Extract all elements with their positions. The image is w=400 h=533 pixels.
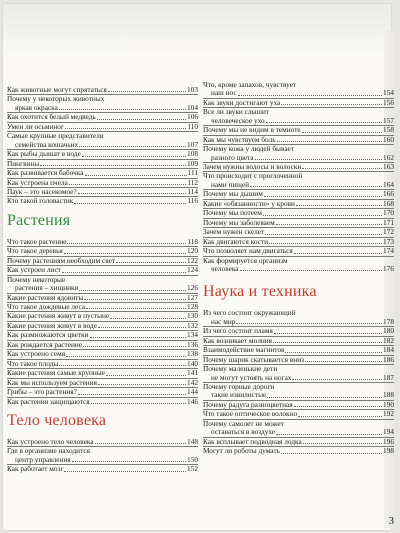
toc-entry (7, 349, 198, 358)
toc-entry-title: Почему мы потеем (203, 208, 262, 218)
toc-entry-title: Почему шарик скатывается вниз (203, 354, 304, 364)
dot-leader (66, 356, 186, 357)
dot-leader (240, 270, 383, 271)
toc-entry-title: оставаться в воздухе (211, 427, 276, 437)
dot-leader (255, 159, 382, 160)
toc-entry-page: 182 (383, 335, 394, 345)
toc-entry-title: Почему мы заболеваем (203, 217, 275, 227)
dot-leader (95, 443, 186, 444)
toc-entry (203, 336, 394, 345)
dot-leader (90, 337, 186, 338)
toc-entry (7, 368, 198, 377)
toc-entry-page: 110 (187, 121, 198, 131)
toc-entry (203, 125, 394, 134)
toc-entry-title: Как устроена пчела (7, 177, 68, 187)
dot-leader (64, 471, 186, 472)
toc-entry-page: 178 (383, 316, 394, 326)
dot-leader (110, 318, 186, 319)
toc-entry (7, 397, 198, 406)
toc-entry-title: Кто такой головастик (7, 196, 74, 206)
dot-leader (59, 365, 186, 366)
toc-entry-title: разного цвета (211, 152, 254, 162)
dot-leader (281, 453, 382, 454)
dot-leader (294, 253, 382, 254)
toc-entry-title: Как рыбы дышат в воде (7, 149, 81, 159)
toc-entry-page: 112 (187, 177, 198, 187)
dot-leader (72, 461, 186, 462)
toc-entry-page: 126 (187, 283, 198, 293)
toc-entry-page: 109 (187, 158, 198, 168)
toc-entry-page: 186 (383, 354, 394, 364)
toc-entry-page: 180 (383, 326, 394, 336)
toc-entry-page: 172 (383, 227, 394, 237)
toc-entry-title: Какие растения ядовиты (7, 292, 84, 302)
toc-entry (7, 359, 198, 368)
toc-entry-page: 171 (383, 217, 394, 227)
dot-leader (79, 146, 186, 147)
toc-right-column (203, 81, 394, 456)
toc-entry-page: 140 (187, 358, 198, 368)
toc-entry (203, 318, 394, 326)
toc-entry (203, 374, 394, 382)
toc-entry-title: не могут устоять на ногах (211, 372, 292, 382)
dot-leader (91, 403, 186, 404)
top-shadow (3, 4, 391, 56)
toc-entry-page: 154 (383, 88, 394, 98)
toc-entry (7, 122, 198, 131)
dot-leader (106, 375, 186, 376)
dot-leader (298, 416, 382, 417)
toc-entry-page: 111 (187, 168, 198, 178)
toc-entry (203, 199, 394, 208)
toc-entry-title: яркая окраска (15, 102, 58, 112)
dot-leader (266, 122, 382, 123)
toc-entry (7, 321, 198, 330)
toc-entry (7, 387, 198, 396)
dot-leader (78, 193, 187, 194)
toc-entry-page: 128 (187, 302, 198, 312)
dot-leader (273, 342, 382, 343)
toc-entry-title: Почему самолет не может (203, 418, 284, 428)
toc-entry (7, 265, 198, 274)
toc-entry-page: 163 (383, 162, 394, 172)
toc-entry-page: 144 (187, 387, 198, 397)
toc-entry (7, 311, 198, 320)
toc-entry-title: нами пищей (211, 179, 250, 189)
dot-leader (265, 234, 382, 235)
toc-entry (203, 326, 394, 335)
toc-entry-title: Что происходит с проглоченной (203, 171, 303, 181)
toc-entry (203, 227, 394, 236)
toc-entry-page: 176 (383, 263, 394, 273)
toc-entry (7, 464, 198, 473)
page-number: 3 (388, 515, 394, 527)
dot-leader (294, 406, 382, 407)
dot-leader (62, 272, 186, 273)
toc-entry-title: Что такое деревья (7, 246, 63, 256)
toc-group-body-continued (203, 81, 394, 273)
toc-entry-title: Как двигаются кости (203, 236, 269, 246)
toc-entry-page: 160 (383, 134, 394, 144)
toc-entry (7, 159, 198, 168)
dot-leader (83, 346, 186, 347)
toc-entry-title: Как растения защищаются (7, 396, 90, 406)
toc-entry (7, 238, 198, 246)
toc-entry-page: 188 (383, 390, 394, 400)
dot-leader (40, 165, 186, 166)
toc-entry-page: 107 (187, 139, 198, 149)
toc-entry-title: Какие растения самые крупные (7, 368, 105, 378)
dot-leader (98, 384, 186, 385)
toc-entry-title: Что такое растение (7, 236, 67, 246)
toc-entry (7, 302, 198, 311)
toc-entry-title: Что такое плоды (7, 358, 59, 368)
toc-entry (203, 135, 394, 144)
toc-entry (203, 246, 394, 255)
toc-entry-page: 103 (187, 85, 198, 94)
dot-leader (98, 327, 186, 328)
toc-entry-page: 187 (383, 372, 394, 382)
toc-entry-title: Какие растения живут в воде (7, 320, 97, 330)
toc-entry-page: 173 (383, 236, 394, 246)
toc-entry-page: 122 (187, 255, 198, 265)
toc-entry (203, 265, 394, 273)
dot-leader (296, 205, 382, 206)
dot-leader (67, 243, 186, 244)
toc-entry-title: Могут ли роботы думать (203, 446, 280, 456)
toc-entry-title: Что такое дождевые леса (7, 302, 86, 312)
toc-entry (203, 154, 394, 162)
toc-entry-title: Зачем нужны волосы и волоски (203, 162, 302, 172)
toc-entry-title: наш нос (211, 88, 237, 98)
toc-entry (7, 438, 198, 446)
toc-entry-page: 146 (187, 396, 198, 406)
dot-leader (292, 379, 382, 380)
toc-entry-page: 164 (383, 179, 394, 189)
toc-entry-title: Какие «обязанности» у крови (203, 198, 295, 208)
toc-entry-title: Почему мы не видим в темноте (203, 125, 301, 135)
toc-entry (203, 345, 394, 354)
toc-entry (203, 237, 394, 246)
toc-entry-title: Зачем нужен скелет (203, 227, 265, 237)
toc-entry (203, 400, 394, 409)
toc-entry (7, 86, 198, 94)
dot-leader (303, 443, 382, 444)
toc-entry (7, 293, 198, 302)
toc-entry-title: Как охотится белый медведь (7, 112, 96, 122)
toc-entry-title: Почему радуга разноцветная (203, 399, 293, 409)
toc-entry-title: Что, кроме запахов, чувствует (203, 79, 297, 89)
toc-entry-title: Какие растения живут в пустыне (7, 311, 110, 321)
toc-entry (203, 117, 394, 125)
dot-leader (305, 361, 382, 362)
toc-entry (203, 409, 394, 418)
toc-entry-page: 142 (187, 377, 198, 387)
dot-leader (85, 175, 187, 176)
toc-entry-title: человека (211, 263, 239, 273)
toc-entry (7, 456, 198, 464)
toc-entry-title: Где в организме находится (7, 446, 90, 456)
dot-leader (276, 434, 382, 435)
dot-leader (236, 323, 382, 324)
toc-entry-page: 156 (383, 97, 394, 107)
dot-leader (108, 91, 186, 92)
toc-entry-title: Почему мы дышим (203, 189, 263, 199)
toc-entry (7, 284, 198, 292)
toc-entry-title: Почему кожа у людей бывает (203, 144, 294, 154)
toc-entry (203, 162, 394, 171)
dot-leader (274, 333, 382, 334)
toc-entry (203, 437, 394, 446)
dot-leader (276, 224, 382, 225)
toc-entry-page: 138 (187, 349, 198, 359)
toc-entry-page: 150 (187, 454, 198, 464)
toc-entry-page: 198 (383, 446, 394, 456)
toc-entry-page: 114 (187, 186, 198, 196)
toc-entry-title: Как размножаются цветки (7, 330, 89, 340)
toc-entry-title: нас мир (211, 316, 236, 326)
dot-leader (74, 203, 186, 204)
dot-leader (264, 196, 382, 197)
toc-entry (7, 256, 198, 265)
dot-leader (69, 184, 186, 185)
toc-entry-title: центр управления (15, 454, 71, 464)
toc-entry-page: 148 (187, 437, 198, 446)
toc-entry-title: Почему горные дороги (203, 382, 275, 392)
toc-entry-title: такие извилистые (211, 390, 267, 400)
toc-entry-page: 130 (187, 311, 198, 321)
toc-entry-title: Что такое оптическое волокно (203, 409, 298, 419)
toc-entry-title: Из чего состоит пламя (203, 326, 273, 336)
toc-entry (7, 112, 198, 121)
dot-leader (302, 132, 382, 133)
toc-entry-title: Все ли звуки слышит (203, 107, 270, 117)
dot-leader (302, 168, 382, 169)
toc-entry-title: Как животные могут спрятаться (7, 85, 107, 94)
toc-entry-title: Из чего состоит окружающий (203, 308, 296, 318)
toc-entry-page: 184 (383, 345, 394, 355)
toc-entry-title: Как устроено тело человека (7, 437, 94, 446)
dot-leader (238, 95, 382, 96)
toc-entry-page: 141 (187, 368, 198, 378)
toc-entry (7, 168, 198, 177)
toc-entry-page: 116 (187, 196, 198, 206)
section-heading-science: Наука и техника (203, 283, 317, 301)
dot-leader (116, 262, 186, 263)
toc-entry-title: Умен ли осьминог (7, 121, 64, 131)
toc-entry-title: Как мы чувствуем боль (203, 134, 276, 144)
dot-leader (250, 186, 382, 187)
dot-leader (281, 104, 382, 105)
dot-leader (269, 243, 382, 244)
dot-leader (277, 141, 383, 142)
dot-leader (78, 394, 186, 395)
dot-leader (97, 119, 186, 120)
toc-entry-title: Почему некоторые (7, 274, 66, 284)
toc-entry (7, 141, 198, 149)
toc-entry-title: Паук – это насекомое? (7, 186, 77, 196)
toc-entry-page: 118 (187, 236, 198, 246)
toc-entry (7, 340, 198, 349)
toc-entry (7, 178, 198, 187)
toc-entry (203, 89, 394, 97)
toc-entry-title: Почему у некоторых животных (7, 94, 105, 104)
dot-leader (82, 156, 186, 157)
section-heading-plants: Растения (7, 211, 71, 229)
toc-entry-page: 136 (187, 339, 198, 349)
toc-entry-title: растения – хищники (15, 283, 79, 293)
toc-entry-title: Как звуки достигают уха (203, 97, 281, 107)
toc-entry-title: Пингвины (7, 158, 40, 168)
toc-entry-title: Взаимодействие магнитов (203, 345, 285, 355)
toc-entry-title: Как работает мозг (7, 464, 64, 474)
toc-entry (7, 187, 198, 196)
toc-entry-page: 166 (383, 189, 394, 199)
dot-leader (285, 352, 382, 353)
toc-entry (7, 330, 198, 339)
dot-leader (263, 215, 382, 216)
toc-entry-page: 124 (187, 265, 198, 275)
toc-entry (203, 181, 394, 189)
toc-entry-page: 174 (383, 246, 394, 256)
toc-entry (7, 246, 198, 255)
toc-entry-title: семейства кошачьих (15, 139, 79, 149)
toc-entry-page: 192 (383, 409, 394, 419)
toc-entry-page: 132 (187, 320, 198, 330)
toc-entry-page: 106 (187, 112, 198, 122)
dot-leader (267, 397, 382, 398)
toc-entry-page: 168 (383, 198, 394, 208)
toc-entry-title: человеческое ухо (211, 115, 265, 125)
toc-entry-page: 190 (383, 399, 394, 409)
toc-entry-title: Как всплывает подводная лодка (203, 436, 302, 446)
toc-left-column (7, 86, 198, 474)
toc-entry (203, 189, 394, 198)
toc-entry-page: 134 (187, 330, 198, 340)
toc-entry-page: 162 (383, 152, 394, 162)
dot-leader (59, 109, 186, 110)
toc-entry-title: Почему растениям необходим свет (7, 255, 116, 265)
toc-entry-title: Почему маленькие дети (203, 364, 278, 374)
toc-entry (7, 378, 198, 387)
toc-entry (203, 208, 394, 217)
toc-entry (7, 149, 198, 158)
toc-entry-page: 158 (383, 125, 394, 135)
toc-entry (203, 391, 394, 399)
toc-entry-page: 104 (187, 102, 198, 112)
dot-leader (86, 308, 186, 309)
toc-entry-page: 157 (383, 115, 394, 125)
toc-entry-page: 127 (187, 292, 198, 302)
toc-entry (7, 196, 198, 205)
toc-entry-title: Как рождается растение (7, 339, 83, 349)
toc-entry-title: Как устроено семя (7, 349, 66, 359)
section-heading-body: Тело человека (7, 412, 107, 429)
toc-entry (203, 428, 394, 436)
dot-leader (64, 253, 186, 254)
toc-entry (203, 446, 394, 455)
toc-entry-title: Как формируется организм (203, 255, 288, 265)
toc-entry-page: 196 (383, 436, 394, 446)
toc-entry (203, 98, 394, 107)
toc-entry (203, 218, 394, 227)
dot-leader (84, 299, 186, 300)
toc-group-body (7, 438, 198, 474)
toc-entry-title: Грибы – это растения? (7, 387, 77, 397)
toc-entry-title: Как мы используем растения (7, 377, 97, 387)
toc-entry-page: 152 (187, 464, 198, 474)
toc-entry-page: 170 (383, 208, 394, 218)
toc-entry-title: Как устроен лист (7, 265, 61, 275)
toc-entry-title: Что позволяет нам двигаться (203, 246, 293, 256)
toc-entry (7, 104, 198, 112)
toc-group-plants (7, 238, 198, 406)
toc-entry-page: 108 (187, 149, 198, 159)
dot-leader (65, 128, 186, 129)
dot-leader (79, 290, 186, 291)
toc-entry (203, 355, 394, 364)
toc-entry-title: Как развивается бабочка (7, 168, 84, 178)
toc-entry-title: Самые крупные представители (7, 131, 104, 141)
toc-entry-title: Как возникает молния (203, 335, 273, 345)
toc-entry-page: 120 (187, 246, 198, 256)
toc-group-animals (7, 86, 198, 206)
toc-entry-page: 194 (383, 427, 394, 437)
toc-group-science (203, 309, 394, 455)
